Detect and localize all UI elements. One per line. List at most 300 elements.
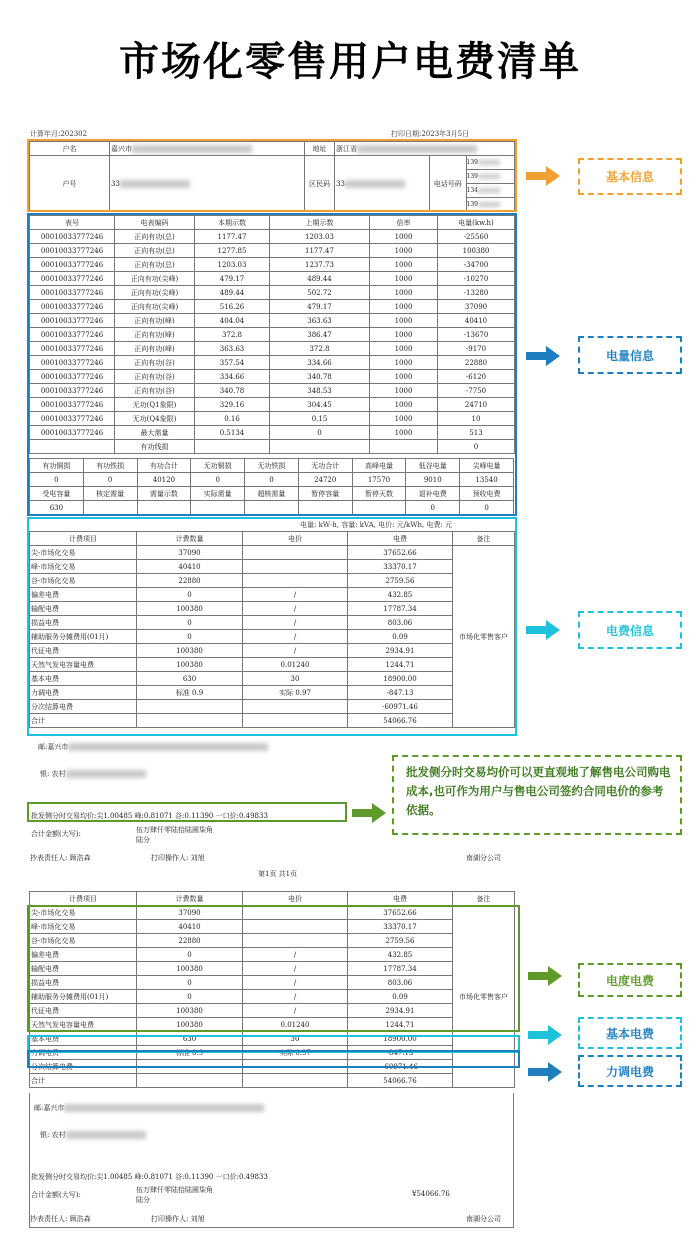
energy-info-tag: 电量信息 — [578, 336, 682, 374]
fee-amount-cell: 2759.56 — [348, 934, 453, 948]
meter-cell: 正向有功(总) — [115, 258, 195, 272]
meter-row — [30, 328, 515, 342]
fee-amount-cell: 54066.76 — [348, 1074, 453, 1088]
fee-item-cell: 峰-市场化交易 — [30, 560, 137, 574]
meter-cell: 489.44 — [195, 286, 270, 300]
cap-value-cell: 0 — [460, 501, 514, 515]
meter-cell: 1000 — [370, 314, 438, 328]
meter-cell: 00010033777246 — [30, 244, 115, 258]
cap-value-cell — [298, 501, 352, 515]
meter-cell: 正向有功(尖峰) — [115, 272, 195, 286]
fee-qty-cell: 0 — [137, 588, 243, 602]
meter-cell: 372.8 — [270, 342, 370, 356]
meter-row — [30, 272, 515, 286]
fee-price-cell: 30 — [243, 672, 348, 686]
fee-row — [30, 1032, 515, 1046]
fee-qty-cell: 630 — [137, 672, 243, 686]
name-label: 户名 — [30, 142, 110, 156]
zone-value: 33 — [335, 156, 430, 212]
acct-label: 户号 — [30, 156, 110, 212]
fee-qty-cell: 100380 — [137, 644, 243, 658]
basic-info-tag: 基本信息 — [578, 158, 682, 195]
fee-row — [30, 948, 515, 962]
fee-amount-cell: 0.09 — [348, 990, 453, 1004]
meter-cell: 340.78 — [270, 370, 370, 384]
fee-item-cell: 输配电费 — [30, 602, 137, 616]
meter-cell: 363.63 — [270, 314, 370, 328]
fee-row — [30, 920, 515, 934]
fee-amount-cell: -60971.46 — [348, 700, 453, 714]
meter-cell: 40410 — [438, 314, 515, 328]
meter-cell: 479.17 — [270, 300, 370, 314]
fee-item-cell: 合计 — [30, 714, 137, 728]
meter-cell: 正向有功(谷) — [115, 356, 195, 370]
meter-cell: 1177.47 — [195, 230, 270, 244]
fee-qty-cell: 0 — [137, 990, 243, 1004]
fee-price-cell: 30 — [243, 1032, 348, 1046]
meter-row — [30, 440, 515, 454]
fee-item-cell: 天然气发电容量电费 — [30, 1018, 137, 1032]
fee-amount-cell: 1244.71 — [348, 658, 453, 672]
cap-value-cell — [191, 501, 245, 515]
fee-row — [30, 588, 515, 602]
meter-cell — [195, 440, 270, 454]
meter-row — [30, 230, 515, 244]
fee-item-cell: 谷-市场化交易 — [30, 574, 137, 588]
meter-cell: 1000 — [370, 272, 438, 286]
fee-qty-cell: 22880 — [137, 574, 243, 588]
meter-cell: 00010033777246 — [30, 384, 115, 398]
meter-cell: -6120 — [438, 370, 515, 384]
cap-value-cell: 630 — [30, 501, 84, 515]
fee-price-cell: / — [243, 962, 348, 976]
fee-price-cell — [243, 1060, 348, 1074]
meter-row — [30, 314, 515, 328]
fee-qty-cell: 标准 0.9 — [137, 1046, 243, 1060]
arrow-right-icon — [526, 166, 560, 186]
fee-qty-cell — [137, 714, 243, 728]
loss-header-cell: 有功合计 — [137, 459, 191, 473]
loss-value-cell: 0 — [30, 473, 84, 487]
meter-cell: -25560 — [438, 230, 515, 244]
fee-row — [30, 700, 515, 714]
meter-cell: 404.04 — [195, 314, 270, 328]
fee-price-cell — [243, 546, 348, 560]
fee-qty-cell: 100380 — [137, 602, 243, 616]
meter-cell — [270, 440, 370, 454]
meter-cell: 1000 — [370, 384, 438, 398]
meter-cell: 正向有功(总) — [115, 244, 195, 258]
fee-row — [30, 906, 515, 920]
fee-price-cell: / — [243, 616, 348, 630]
bank-line-top: 银: 农村 — [40, 769, 146, 779]
branch-bottom: 南湖分公司 — [466, 1215, 501, 1223]
meter-row — [30, 244, 515, 258]
meter-cell: 有功线损 — [115, 440, 195, 454]
meter-cell: -9170 — [438, 342, 515, 356]
fee-amount-cell: 432.85 — [348, 588, 453, 602]
cap-header-cell: 暂停天数 — [352, 487, 406, 501]
cap-header-cell: 退补电费 — [406, 487, 460, 501]
fee-qty-cell: 22880 — [137, 934, 243, 948]
fee-amount-cell: 37652.66 — [348, 546, 453, 560]
loss-header-cell: 无功铜损 — [191, 459, 245, 473]
fee-qty-cell — [137, 700, 243, 714]
loss-header-cell: 无功合计 — [298, 459, 352, 473]
operator-top: 打印操作人: 刘旭 — [151, 854, 205, 862]
fee-row — [30, 976, 515, 990]
arrow-right-icon — [528, 1062, 562, 1082]
cap-header-cell: 预收电费 — [460, 487, 514, 501]
fee-price-cell: / — [243, 588, 348, 602]
fee-amount-cell: -847.13 — [348, 1046, 453, 1060]
meter-cell: -34700 — [438, 258, 515, 272]
meter-cell: 00010033777246 — [30, 258, 115, 272]
fee-amount-cell: 18900.00 — [348, 1032, 453, 1046]
fee-item-cell: 谷-市场化交易 — [30, 934, 137, 948]
meter-cell: 1000 — [370, 286, 438, 300]
fee-qty-cell: 37090 — [137, 906, 243, 920]
meter-cell: 最大需量 — [115, 426, 195, 440]
meter-cell: 10 — [438, 412, 515, 426]
phone-4: 139 — [467, 198, 515, 211]
loss-value-cell: 0 — [245, 473, 299, 487]
addr-value: 浙江省 — [335, 142, 515, 156]
fee-item-cell: 偏差电费 — [30, 588, 137, 602]
energy-fee-tag: 电度电费 — [578, 963, 682, 997]
post-line-top: 邮:嘉兴市 — [38, 742, 268, 752]
fee-qty-cell: 0 — [137, 630, 243, 644]
meter-row — [30, 384, 515, 398]
meter-cell: 正向有功(峰) — [115, 314, 195, 328]
fee-item-cell: 基本电费 — [30, 672, 137, 686]
page-info: 第1页 共1页 — [258, 870, 298, 878]
fee-row — [30, 962, 515, 976]
meter-row — [30, 286, 515, 300]
meter-row — [30, 342, 515, 356]
cap-header-cell: 暂停容量 — [298, 487, 352, 501]
loss-header-cell: 高峰电量 — [352, 459, 406, 473]
total-label-bottom: 合计金额(大写): — [31, 1191, 81, 1199]
meter-cell: -13670 — [438, 328, 515, 342]
loss-header-cell: 有功铜损 — [30, 459, 84, 473]
fee-price-cell — [243, 560, 348, 574]
meter-cell: 1177.47 — [270, 244, 370, 258]
meter-cell: 1000 — [370, 356, 438, 370]
fee-qty-cell: 0 — [137, 976, 243, 990]
phone-1: 139 — [467, 156, 515, 170]
page-title: 市场化零售用户电费清单 — [119, 39, 581, 85]
fee-item-cell: 辅助服务分摊费用(01月) — [30, 990, 137, 1004]
fee-qty-cell: 40410 — [137, 920, 243, 934]
meter-cell: 正向有功(谷) — [115, 370, 195, 384]
meter-cell: 正向有功(谷) — [115, 384, 195, 398]
fee-item-cell: 合计 — [30, 1074, 137, 1088]
fee-price-cell: 0.01240 — [243, 658, 348, 672]
cap-header-cell: 需量示数 — [137, 487, 191, 501]
fee-row — [30, 644, 515, 658]
meter-cell: 329.16 — [195, 398, 270, 412]
total-amount-bottom: ¥54066.76 — [412, 1190, 450, 1198]
fee-table-bottom — [29, 891, 515, 1088]
meter-cell: 1000 — [370, 412, 438, 426]
pf-fee-tag: 力调电费 — [578, 1055, 682, 1087]
avg-price-line-bottom: 批发侧分时交易均价:尖1.00485 峰:0.81071 谷:0.11390 一口价:0.49833 — [31, 1173, 268, 1181]
meter-cell: 1000 — [370, 328, 438, 342]
total-words-top: 伍万肆仟零陆拾陆圆柒角 陆分 — [136, 826, 213, 844]
fee-qty-cell — [137, 1074, 243, 1088]
fee-row — [30, 1046, 515, 1060]
fee-price-cell: / — [243, 990, 348, 1004]
fee-item-cell: 偏差电费 — [30, 948, 137, 962]
fee-amount-cell: 432.85 — [348, 948, 453, 962]
cap-value-cell: 0 — [406, 501, 460, 515]
fee-amount-cell: 803.06 — [348, 616, 453, 630]
fee-item-cell: 代征电费 — [30, 1004, 137, 1018]
fee-header-cell: 电价 — [243, 532, 348, 546]
meter-cell: 516.26 — [195, 300, 270, 314]
fee-qty-cell: 630 — [137, 1032, 243, 1046]
meter-cell: 00010033777246 — [30, 426, 115, 440]
bank-line-bottom: 银: 农村 — [40, 1130, 146, 1140]
fee-row — [30, 672, 515, 686]
cap-header-cell: 实际需量 — [191, 487, 245, 501]
phone-cell — [430, 156, 515, 212]
fee-header-cell: 计费项目 — [30, 892, 137, 906]
reader-bottom: 抄表责任人: 顾浩森 — [30, 1215, 91, 1223]
meter-row — [30, 356, 515, 370]
meter-cell: 1000 — [370, 300, 438, 314]
meter-cell: 1000 — [370, 244, 438, 258]
meter-header-cell: 电量(kw.h) — [438, 216, 515, 230]
fee-header-cell: 备注 — [453, 532, 515, 546]
fee-price-cell: 实际 0.97 — [243, 1046, 348, 1060]
fee-item-cell: 峰-市场化交易 — [30, 920, 137, 934]
meter-cell: 00010033777246 — [30, 398, 115, 412]
phone-2: 139 — [467, 170, 515, 184]
operator-bottom: 打印操作人: 刘旭 — [151, 1215, 205, 1223]
meter-header-cell: 倍率 — [370, 216, 438, 230]
fee-item-cell: 尖-市场化交易 — [30, 546, 137, 560]
meter-cell: 334.66 — [270, 356, 370, 370]
meter-cell: 348.53 — [270, 384, 370, 398]
fee-price-cell: 实际 0.97 — [243, 686, 348, 700]
meter-cell: -13280 — [438, 286, 515, 300]
fee-price-cell — [243, 1074, 348, 1088]
fee-amount-cell: -60971.46 — [348, 1060, 453, 1074]
footer-box-bottom — [29, 1093, 514, 1228]
fee-header-cell: 备注 — [453, 892, 515, 906]
fee-price-cell: / — [243, 630, 348, 644]
fee-item-cell: 力调电费 — [30, 686, 137, 700]
fee-header-cell: 电价 — [243, 892, 348, 906]
fee-amount-cell: 17787.34 — [348, 962, 453, 976]
fee-row — [30, 658, 515, 672]
fee-row — [30, 560, 515, 574]
fee-row — [30, 934, 515, 948]
meter-cell: 304.45 — [270, 398, 370, 412]
meter-cell: 24710 — [438, 398, 515, 412]
meter-cell: 372.8 — [195, 328, 270, 342]
meter-cell: 00010033777246 — [30, 370, 115, 384]
meter-cell: 1000 — [370, 258, 438, 272]
unit-line: 电量: kW·h, 容量: kVA, 电价: 元/kWh, 电费: 元 — [300, 521, 453, 529]
arrow-right-icon — [526, 346, 560, 366]
fee-price-cell — [243, 920, 348, 934]
basic-fee-tag: 基本电费 — [578, 1017, 682, 1049]
fee-price-cell: / — [243, 602, 348, 616]
fee-price-cell — [243, 906, 348, 920]
fee-item-cell: 辅助服务分摊费用(01月) — [30, 630, 137, 644]
cap-value-cell — [352, 501, 406, 515]
loss-header-cell: 有功铁损 — [83, 459, 137, 473]
fee-price-cell: / — [243, 976, 348, 990]
fee-qty-cell: 0 — [137, 948, 243, 962]
fee-qty-cell: 100380 — [137, 1018, 243, 1032]
cap-header-cell: 受电容量 — [30, 487, 84, 501]
fee-qty-cell: 100380 — [137, 962, 243, 976]
fee-row — [30, 1004, 515, 1018]
fee-header-cell: 计费项目 — [30, 532, 137, 546]
meter-cell: 502.72 — [270, 286, 370, 300]
cap-value-cell — [137, 501, 191, 515]
meter-cell: 489.44 — [270, 272, 370, 286]
fee-table-top — [29, 531, 515, 728]
meter-row — [30, 370, 515, 384]
loss-header-cell: 无功铁损 — [245, 459, 299, 473]
arrow-right-icon — [526, 620, 560, 640]
meter-cell: 37090 — [438, 300, 515, 314]
fee-row — [30, 574, 515, 588]
meter-header-cell: 电表编码 — [115, 216, 195, 230]
fee-qty-cell: 37090 — [137, 546, 243, 560]
fee-amount-cell: 2759.56 — [348, 574, 453, 588]
fee-price-cell — [243, 574, 348, 588]
meter-header-cell: 表号 — [30, 216, 115, 230]
meter-cell: 0 — [270, 426, 370, 440]
fee-remark-cell: 市场化零售客户 — [453, 546, 515, 728]
loss-header-cell: 尖峰电量 — [460, 459, 514, 473]
acct-value: 33 — [110, 156, 305, 212]
fee-header-cell: 计费数量 — [137, 532, 243, 546]
loss-value-cell: 24720 — [298, 473, 352, 487]
fee-row — [30, 714, 515, 728]
meter-cell: 357.54 — [195, 356, 270, 370]
total-words-bottom: 伍万肆仟零陆拾陆圆柒角 陆分 — [136, 1186, 213, 1204]
meter-cell: 340.78 — [195, 384, 270, 398]
fee-item-cell: 分次结算电费 — [30, 1060, 137, 1074]
loss-value-cell: 0 — [83, 473, 137, 487]
meter-table — [29, 215, 515, 454]
meter-cell: 正向有功(峰) — [115, 342, 195, 356]
meter-cell: 386.47 — [270, 328, 370, 342]
meter-cell: 正向有功(尖峰) — [115, 286, 195, 300]
basic-info-table — [29, 141, 515, 212]
fee-amount-cell: 37652.66 — [348, 906, 453, 920]
fee-amount-cell: 1244.71 — [348, 1018, 453, 1032]
meter-cell: 无功(Q4象限) — [115, 412, 195, 426]
meter-cell: 无功(Q1象限) — [115, 398, 195, 412]
loss-value-cell: 13540 — [460, 473, 514, 487]
fee-price-cell: / — [243, 1004, 348, 1018]
fee-item-cell: 天然气发电容量电费 — [30, 658, 137, 672]
fee-qty-cell — [137, 1060, 243, 1074]
fee-amount-cell: -847.13 — [348, 686, 453, 700]
fee-row — [30, 1018, 515, 1032]
fee-item-cell: 代征电费 — [30, 644, 137, 658]
meter-cell: 22880 — [438, 356, 515, 370]
fee-header-cell: 电费 — [348, 892, 453, 906]
fee-amount-cell: 33370.17 — [348, 920, 453, 934]
fee-row — [30, 1074, 515, 1088]
meter-cell: 00010033777246 — [30, 342, 115, 356]
fee-amount-cell: 0.09 — [348, 630, 453, 644]
meter-cell — [30, 440, 115, 454]
fee-amount-cell: 18900.00 — [348, 672, 453, 686]
phone-3: 134 — [467, 184, 515, 198]
fee-item-cell: 尖-市场化交易 — [30, 906, 137, 920]
fee-qty-cell: 0 — [137, 616, 243, 630]
meter-cell: 正向有功(尖峰) — [115, 300, 195, 314]
addr-label: 地址 — [305, 142, 335, 156]
meter-cell: 1203.03 — [270, 230, 370, 244]
fee-header-cell: 计费数量 — [137, 892, 243, 906]
fee-qty-cell: 100380 — [137, 658, 243, 672]
avg-price-note: 批发侧分时交易均价可以更直观地了解售电公司购电成本,也可作为用户与售电公司签约合同电价的参考依据。 — [392, 755, 682, 835]
meter-cell: 正向有功(峰) — [115, 328, 195, 342]
meter-cell: 1000 — [370, 398, 438, 412]
loss-value-cell: 40120 — [137, 473, 191, 487]
meter-cell: 0.16 — [195, 412, 270, 426]
meter-cell: 0.15 — [270, 412, 370, 426]
branch-top: 南湖分公司 — [466, 854, 501, 862]
meter-cell: 1203.03 — [195, 258, 270, 272]
fee-qty-cell: 标准 0.9 — [137, 686, 243, 700]
cap-value-cell — [83, 501, 137, 515]
fee-amount-cell: 803.06 — [348, 976, 453, 990]
fee-item-cell: 分次结算电费 — [30, 700, 137, 714]
fee-amount-cell: 54066.76 — [348, 714, 453, 728]
avg-price-line-top: 批发侧分时交易均价:尖1.00485 峰:0.81071 谷:0.11390 一口价:0.49833 — [31, 812, 268, 820]
fee-item-cell: 力调电费 — [30, 1046, 137, 1060]
meter-cell: 00010033777246 — [30, 412, 115, 426]
meter-cell: 00010033777246 — [30, 230, 115, 244]
meter-cell: 1000 — [370, 342, 438, 356]
fee-row — [30, 616, 515, 630]
fee-amount-cell: 2934.91 — [348, 644, 453, 658]
meter-cell: 00010033777246 — [30, 300, 115, 314]
fee-info-tag: 电费信息 — [578, 611, 682, 649]
reader-top: 抄表责任人: 顾浩森 — [30, 854, 91, 862]
post-line-bottom: 邮:嘉兴市 — [34, 1103, 264, 1113]
fee-row — [30, 602, 515, 616]
meter-row — [30, 258, 515, 272]
meter-cell: 正向有功(总) — [115, 230, 195, 244]
meter-row — [30, 398, 515, 412]
meter-cell: -7750 — [438, 384, 515, 398]
fee-price-cell: 0.01240 — [243, 1018, 348, 1032]
meter-row — [30, 300, 515, 314]
arrow-right-icon — [352, 803, 386, 823]
cap-value-cell — [245, 501, 299, 515]
meter-header-cell: 上期示数 — [270, 216, 370, 230]
meter-cell: 513 — [438, 426, 515, 440]
fee-header-cell: 电费 — [348, 532, 453, 546]
fee-row — [30, 546, 515, 560]
fee-item-cell: 基本电费 — [30, 1032, 137, 1046]
print-date: 打印日期:2023年3月5日 — [391, 130, 470, 138]
meter-cell: 1000 — [370, 370, 438, 384]
